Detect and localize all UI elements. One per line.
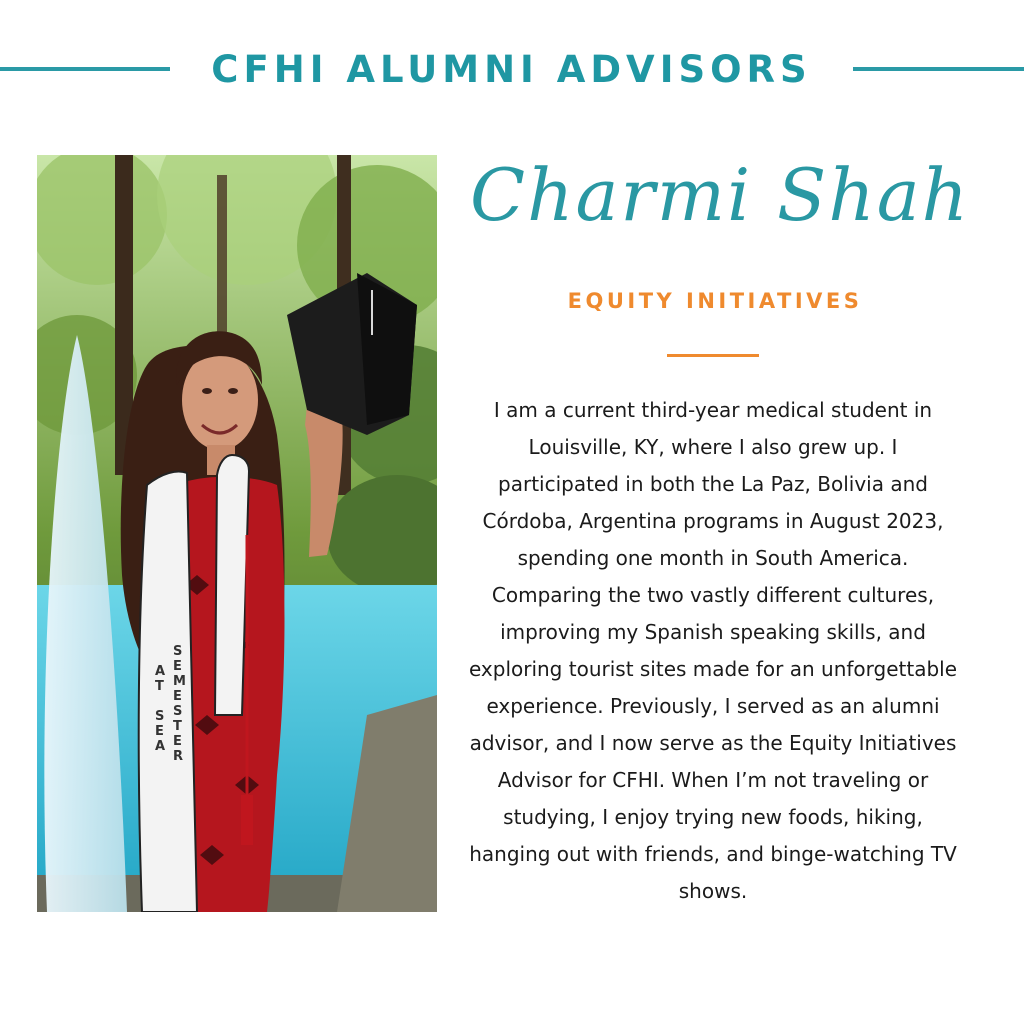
header-rule-right: [853, 67, 1024, 71]
profile-photo-illustration: [37, 155, 437, 912]
header-rule-left: [0, 67, 170, 71]
stole-text-2: A T S E A: [155, 664, 166, 754]
advisor-role: EQUITY INITIATIVES: [567, 289, 863, 313]
advisor-name: Charmi Shah: [470, 153, 970, 237]
profile-photo: [37, 155, 437, 912]
role-divider: [667, 354, 759, 357]
page-title: CFHI ALUMNI ADVISORS: [211, 48, 812, 91]
advisor-bio: I am a current third-year medical student in Louisville, KY, where I also grew up. I participated in both the La Paz, Bolivia and Córdoba, Argentina programs in August 2023, spending one month in South America. Comparing the two vastly different cultures, improving my Spanish speaking skills, and exploring tourist sites made for an unforgettable experience. Previously, I served as an alumni advisor, and I now serve as the Equity Initiatives Advisor for CFHI. When I’m not traveling or studying, I enjoy trying new foods, hiking, hanging out with friends, and binge-watching TV shows.: [468, 398, 958, 903]
stole-text: S E M E S T E R: [173, 644, 186, 764]
